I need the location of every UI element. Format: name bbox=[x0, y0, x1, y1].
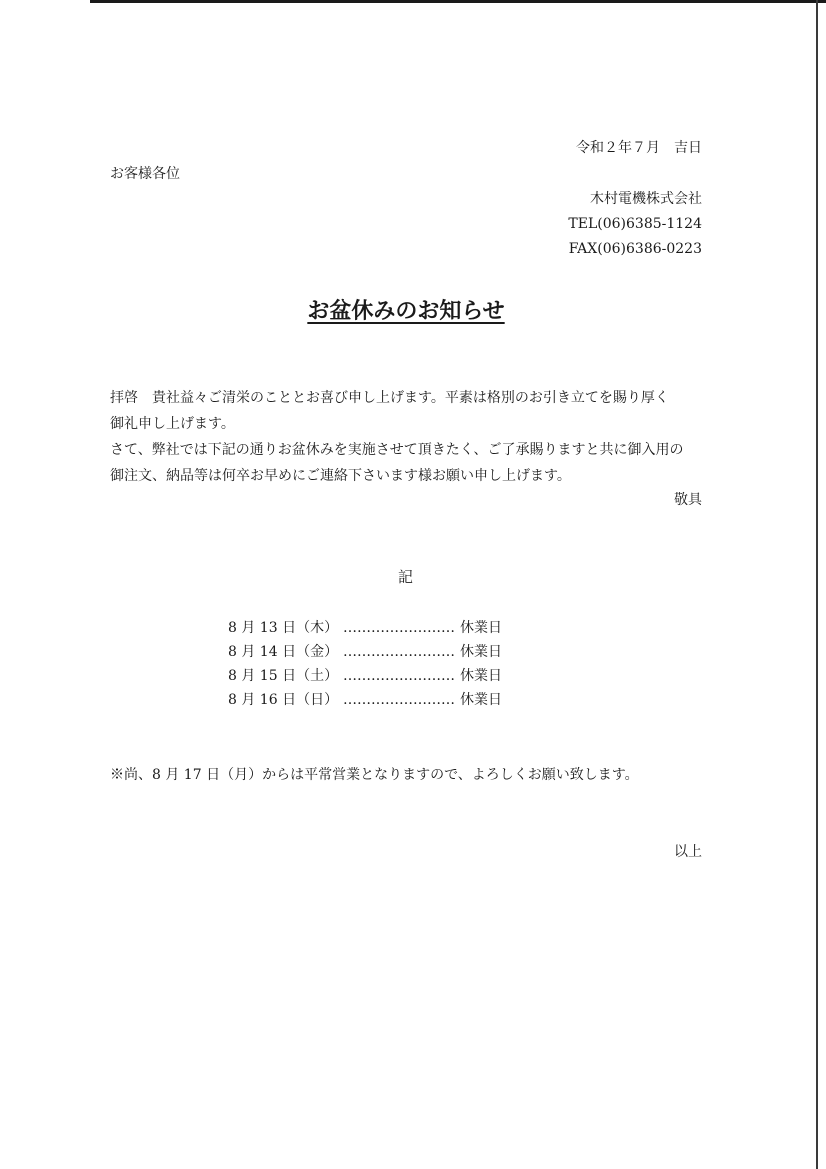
recipient: お客様各位 bbox=[110, 166, 180, 182]
schedule-status: 休業日 bbox=[460, 668, 502, 684]
body-line-3: さて、弊社では下記の通りお盆休みを実施させて頂きたく、ご了承賜りますと共に御入用の bbox=[110, 442, 684, 458]
sender-tel: TEL(06)6385-1124 bbox=[568, 216, 702, 232]
schedule-status: 休業日 bbox=[460, 620, 502, 636]
body-line-2: 御礼申し上げます。 bbox=[110, 416, 235, 432]
schedule-leader: …………………… bbox=[343, 620, 455, 636]
schedule-leader: …………………… bbox=[343, 644, 455, 660]
schedule-leader: …………………… bbox=[343, 692, 455, 708]
holiday-schedule bbox=[228, 616, 520, 712]
schedule-date: 8 月 15 日（土） bbox=[228, 668, 339, 684]
schedule-date: 8 月 16 日（日） bbox=[228, 692, 339, 708]
sender-company: 木村電機株式会社 bbox=[590, 191, 702, 207]
ki-heading: 記 bbox=[398, 568, 414, 586]
page-title-text: お盆休みのお知らせ bbox=[307, 299, 505, 324]
note-line: ※尚、8 月 17 日（月）からは平常営業となりますので、よろしくお願い致します。 bbox=[110, 767, 639, 783]
scan-edge-top bbox=[90, 0, 826, 3]
page-title bbox=[0, 297, 812, 327]
schedule-date: 8 月 14 日（金） bbox=[228, 644, 339, 660]
closing-ijou: 以上 bbox=[674, 844, 702, 860]
schedule-row bbox=[228, 688, 520, 712]
schedule-row bbox=[228, 640, 520, 664]
schedule-status: 休業日 bbox=[460, 644, 502, 660]
closing-keigu: 敬具 bbox=[674, 492, 702, 508]
body-line-4: 御注文、納品等は何卒お早めにご連絡下さいます様お願い申し上げます。 bbox=[110, 468, 571, 484]
schedule-leader: …………………… bbox=[343, 668, 455, 684]
body-line-1: 拝啓 貴社益々ご清栄のこととお喜び申し上げます。平素は格別のお引き立てを賜り厚く bbox=[110, 390, 669, 406]
scan-edge-right bbox=[816, 0, 818, 1169]
date-line: 令和２年７月 吉日 bbox=[576, 140, 702, 156]
schedule-status: 休業日 bbox=[460, 692, 502, 708]
schedule-row bbox=[228, 664, 520, 688]
schedule-row bbox=[228, 616, 520, 640]
sender-fax: FAX(06)6386-0223 bbox=[568, 241, 702, 257]
schedule-date: 8 月 13 日（木） bbox=[228, 620, 339, 636]
